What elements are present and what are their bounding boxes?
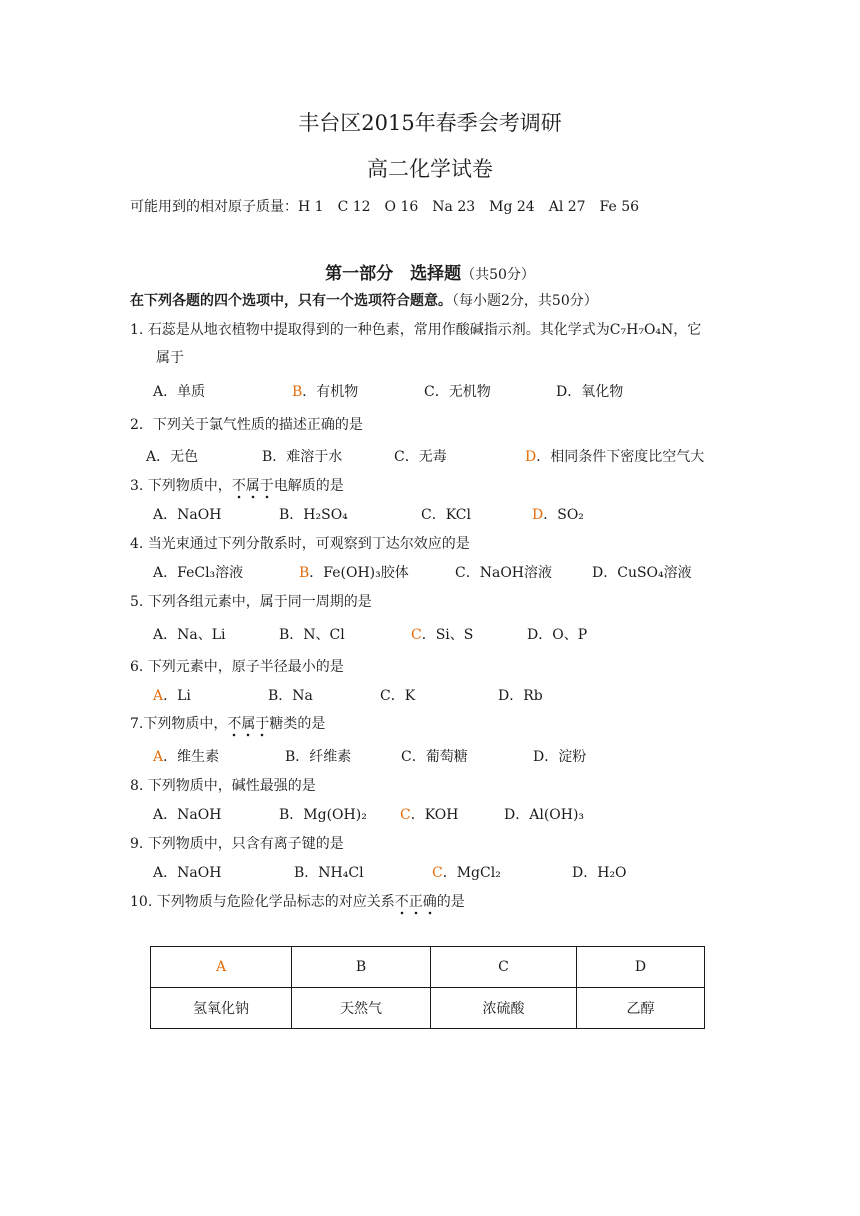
option-d[interactable]: D．氧化物	[556, 384, 624, 400]
question-text: 下列物质中，只含有离子键的是	[147, 836, 344, 852]
part-instruction	[130, 290, 598, 310]
option-d[interactable]: D．SO₂	[532, 507, 584, 523]
question-number: 2．	[130, 417, 153, 433]
hazard-table	[150, 946, 705, 1029]
option-d[interactable]: D．CuSO₄溶液	[592, 565, 692, 581]
instruction-note: （每小题2分，共50分）	[452, 293, 598, 309]
table-row	[151, 988, 705, 1029]
emphasis-text: 不正确	[395, 894, 437, 915]
question-number: 3.	[130, 478, 144, 494]
question-number: 4.	[130, 536, 144, 552]
table-cell-b: 天然气	[292, 988, 431, 1029]
option-b[interactable]: B．Mg(OH)₂	[279, 807, 367, 823]
option-c[interactable]: C．NaOH溶液	[455, 565, 553, 581]
part-title	[0, 259, 860, 284]
option-b[interactable]: B．NH₄Cl	[294, 865, 364, 881]
page-subtitle: 高二化学试卷	[367, 157, 493, 181]
question-text: 石蕊是从地衣植物中提取得到的一种色素，常用作酸碱指示剂。其化学式为C₇H₇O₄N，它	[147, 322, 702, 338]
question-4	[130, 533, 470, 553]
part-score-note: （共50分）	[461, 267, 535, 283]
option-d[interactable]: D．H₂O	[572, 865, 627, 881]
option-d[interactable]: D．Al(OH)₃	[504, 807, 585, 823]
instruction-bold: 在下列各题的四个选项中，只有一个选项符合题意。	[130, 293, 452, 309]
option-d[interactable]: D．Rb	[498, 688, 543, 704]
question-number: 1.	[130, 322, 144, 338]
option-c[interactable]: C．MgCl₂	[432, 865, 501, 881]
option-c[interactable]: C．Si、S	[411, 627, 474, 643]
question-text: 糖类的是	[269, 716, 326, 732]
question-text: 的是	[436, 894, 465, 910]
option-b[interactable]: B．有机物	[292, 384, 359, 400]
question-7	[130, 713, 325, 733]
option-a[interactable]: A．NaOH	[153, 807, 222, 823]
question-number: 6.	[130, 659, 144, 675]
option-c[interactable]: C．KCl	[421, 507, 471, 523]
question-text: 电解质的是	[273, 478, 344, 494]
option-b[interactable]: B．Na	[268, 688, 313, 704]
option-a[interactable]: A．Li	[153, 688, 191, 704]
question-text: 下列物质中，	[147, 478, 232, 494]
option-d[interactable]: D．相同条件下密度比空气大	[525, 449, 705, 465]
question-text: 下列元素中，原子半径最小的是	[147, 659, 344, 675]
table-header-c: C	[431, 947, 577, 988]
question-9	[130, 833, 344, 853]
question-text: 下列物质中，碱性最强的是	[147, 778, 316, 794]
emphasis-text: 不属于	[227, 716, 269, 737]
question-8	[130, 775, 316, 795]
question-text: 下列关于氯气性质的描述正确的是	[152, 417, 363, 433]
question-5	[130, 591, 372, 611]
option-c[interactable]: C．无毒	[394, 449, 447, 465]
question-number: 5.	[130, 594, 144, 610]
question-number: 7.	[130, 716, 144, 732]
option-a[interactable]: A．Na、Li	[153, 627, 226, 643]
question-number: 10.	[130, 894, 153, 910]
question-text: 下列物质与危险化学品标志的对应关系	[156, 894, 395, 910]
option-d[interactable]: D．O、P	[527, 627, 588, 643]
table-header-a: A	[151, 947, 292, 988]
option-c[interactable]: C．K	[380, 688, 416, 704]
question-6	[130, 656, 344, 676]
question-number: 8.	[130, 778, 144, 794]
question-text: 当光束通过下列分散系时，可观察到丁达尔效应的是	[147, 536, 470, 552]
question-2	[130, 414, 363, 434]
option-b[interactable]: B．Fe(OH)₃胶体	[299, 565, 409, 581]
question-1	[130, 319, 701, 339]
part-title-text: 第一部分 选择题	[325, 264, 462, 284]
table-cell-a: 氢氧化钠	[151, 988, 292, 1029]
option-a[interactable]: A．NaOH	[153, 865, 222, 881]
option-a[interactable]: A．FeCl₃溶液	[153, 565, 244, 581]
option-b[interactable]: B．N、Cl	[279, 627, 345, 643]
table-header-b: B	[292, 947, 431, 988]
option-a[interactable]: A．单质	[153, 384, 206, 400]
question-3	[130, 475, 344, 495]
question-1-cont: 属于	[156, 350, 184, 366]
option-a[interactable]: A．NaOH	[153, 507, 222, 523]
option-a[interactable]: A．维生素	[153, 749, 220, 765]
question-number: 9.	[130, 836, 144, 852]
page-title: 丰台区2015年春季会考调研	[298, 111, 562, 135]
option-d[interactable]: D．淀粉	[533, 749, 587, 765]
table-cell-d: 乙醇	[577, 988, 705, 1029]
option-b[interactable]: B．难溶于水	[262, 449, 343, 465]
question-text: 下列物质中，	[143, 716, 228, 732]
option-b[interactable]: B．纤维素	[285, 749, 352, 765]
atomic-masses: 可能用到的相对原子质量：H 1 C 12 O 16 Na 23 Mg 24 Al 27 Fe 56	[130, 199, 640, 215]
table-header-row	[151, 947, 705, 988]
table-header-d: D	[577, 947, 705, 988]
option-b[interactable]: B．H₂SO₄	[279, 507, 348, 523]
option-c[interactable]: C．无机物	[424, 384, 491, 400]
question-text: 下列各组元素中，属于同一周期的是	[147, 594, 372, 610]
emphasis-text: 不属于	[232, 478, 274, 499]
option-c[interactable]: C．葡萄糖	[401, 749, 468, 765]
question-10	[130, 891, 465, 911]
option-a[interactable]: A．无色	[146, 449, 199, 465]
option-c[interactable]: C．KOH	[400, 807, 459, 823]
table-cell-c: 浓硫酸	[431, 988, 577, 1029]
